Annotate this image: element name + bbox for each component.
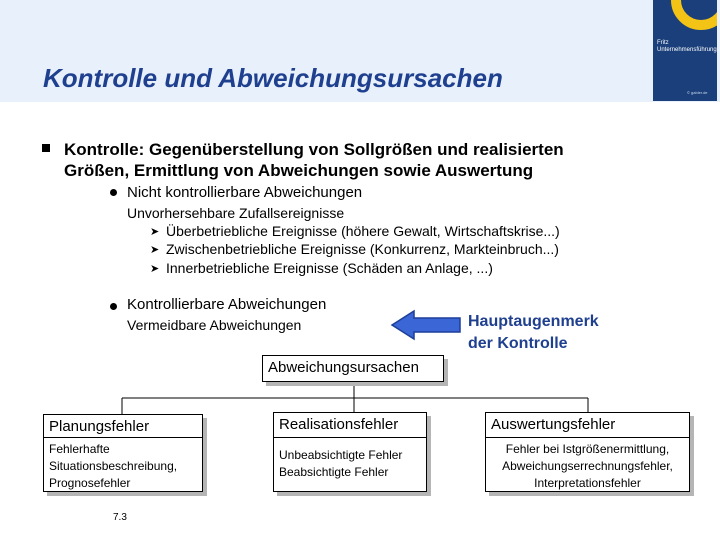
- sub1-item: Zwischenbetriebliche Ereignisse (Konkurrenz, Markteinbruch...): [166, 241, 559, 257]
- cover-publisher: © gabler.de: [687, 90, 708, 95]
- realisationsfehler-body-box: [273, 437, 427, 492]
- cover-title: Fritz Unternehmensführung: [657, 40, 717, 53]
- auswertungsfehler-body-box: [485, 437, 690, 492]
- realisationsfehler-title-box: [273, 412, 427, 438]
- box-title: Auswertungsfehler: [491, 416, 616, 433]
- box-body: Fehlerhafte Situationsbeschreibung, Prognosefehler: [49, 442, 178, 490]
- sub1-subheading: Unvorhersehbare Zufallsereignisse: [127, 205, 345, 221]
- sub2-subheading: Vermeidbare Abweichungen: [127, 317, 302, 333]
- sub1-item: Innerbetriebliche Ereignisse (Schäden an Anlage, ...): [166, 260, 493, 276]
- box-body: Unbeabsichtigte Fehler Beabsichtigte Fehler: [279, 448, 403, 479]
- page-number: 7.3: [113, 512, 127, 523]
- arrowhead-bullet-icon: ➤: [150, 226, 160, 238]
- root-label: Abweichungsursachen: [268, 359, 419, 376]
- planungsfehler-body-box: [43, 437, 203, 492]
- sub2-heading: Kontrollierbare Abweichungen: [127, 296, 327, 313]
- planungsfehler-title-box: [43, 414, 203, 438]
- callout-line1: Hauptaugenmerk: [468, 313, 599, 330]
- box-body: Fehler bei Istgrößenermittlung, Abweichungserrechnungsfehler, Interpretationsfehler: [502, 442, 673, 490]
- root-box: [262, 355, 444, 382]
- box-title: Realisationsfehler: [279, 416, 399, 433]
- sub1-heading: Nicht kontrollierbare Abweichungen: [127, 184, 363, 201]
- box-title: Planungsfehler: [49, 418, 150, 435]
- callout-line2: der Kontrolle: [468, 335, 568, 352]
- auswertungsfehler-title-box: [485, 412, 690, 438]
- arrowhead-bullet-icon: ➤: [150, 244, 160, 256]
- main-bullet-line1: Kontrolle: Gegenüberstellung von Sollgrößen und realisierten: [64, 140, 564, 159]
- arrowhead-bullet-icon: ➤: [150, 263, 160, 275]
- page-title: Kontrolle und Abweichungsursachen: [43, 63, 503, 93]
- sub1-item: Überbetriebliche Ereignisse (höhere Gewalt, Wirtschaftskrise...): [166, 223, 560, 239]
- main-bullet-line2: Größen, Ermittlung von Abweichungen sowie Auswertung: [64, 161, 534, 180]
